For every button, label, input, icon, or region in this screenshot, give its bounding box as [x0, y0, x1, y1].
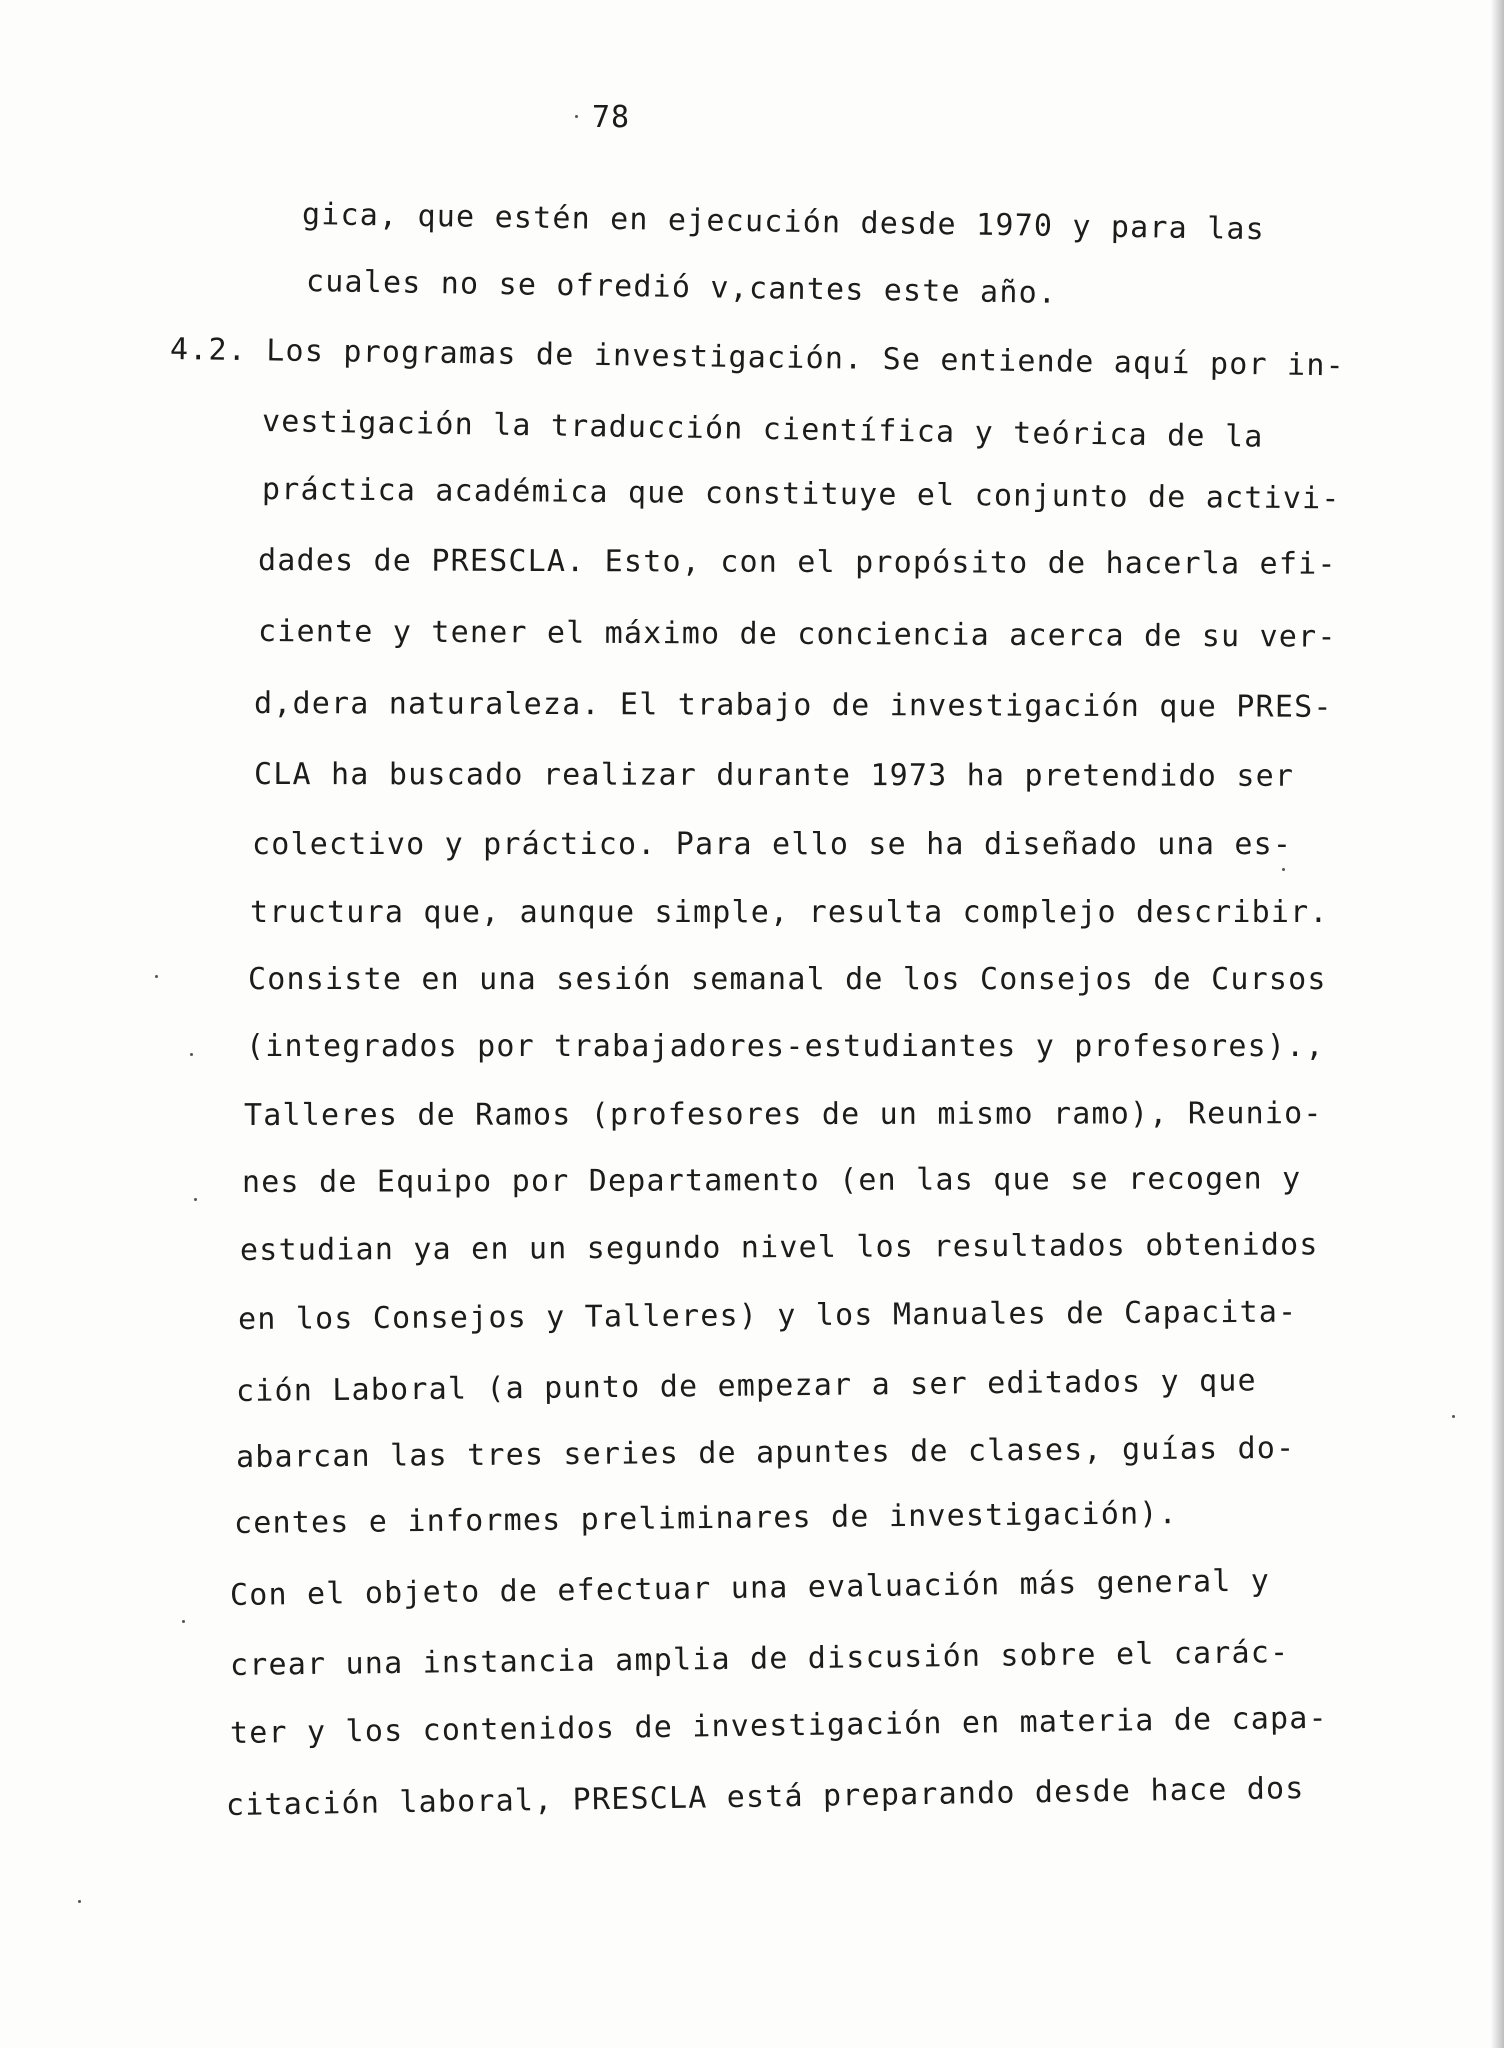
- text-line: CLA ha buscado realizar durante 1973 ha pretendido ser: [253, 757, 1295, 794]
- text-line: crear una instancia amplia de discusión sobre el carác-: [229, 1635, 1290, 1683]
- text-line: ción Laboral (a punto de empezar a ser editados y que: [235, 1363, 1257, 1409]
- scan-speck: [182, 1620, 185, 1623]
- text-line: centes e informes preliminares de investigación).: [233, 1496, 1178, 1541]
- page-number: 78: [592, 100, 631, 135]
- page-edge-shadow: [1490, 0, 1504, 2048]
- scan-speck: [1282, 868, 1285, 871]
- text-line: vestigación la traducción científica y teórica de la: [261, 404, 1264, 455]
- text-line: nes de Equipo por Departamento (en las que se recogen y: [241, 1161, 1302, 1200]
- text-line: d,dera naturaleza. El trabajo de investigación que PRES-: [253, 686, 1333, 725]
- text-line: estudian ya en un segundo nivel los resultados obtenidos: [239, 1227, 1319, 1268]
- text-line: Con el objeto de efectuar una evaluación más general y: [229, 1563, 1271, 1613]
- text-line: dades de PRESCLA. Esto, con el propósito de hacerla efi-: [257, 543, 1337, 582]
- text-line: práctica académica que constituye el conjunto de activi-: [261, 472, 1341, 517]
- scan-speck: [194, 1198, 197, 1201]
- scan-speck: [78, 1900, 81, 1903]
- scan-speck: [155, 975, 158, 978]
- scan-speck: [1452, 1415, 1455, 1418]
- text-line: colectivo y práctico. Para ello se ha diseñado una es-: [252, 827, 1293, 862]
- scan-speck: [575, 115, 578, 118]
- text-line: Talleres de Ramos (profesores de un mismo ramo), Reunio-: [243, 1096, 1323, 1133]
- text-line: en los Consejos y Talleres) y los Manuales de Capacita-: [237, 1294, 1298, 1337]
- text-line: ciente y tener el máximo de conciencia acerca de su ver-: [257, 614, 1337, 655]
- text-line: ter y los contenidos de investigación en materia de capa-: [229, 1700, 1329, 1751]
- text-line: gica, que estén en ejecución desde 1970 y para las: [301, 197, 1266, 248]
- text-line: Consiste en una sesión semanal de los Consejos de Cursos: [248, 962, 1327, 997]
- text-line: (integrados por trabajadores-estudiantes y profesores).,: [246, 1029, 1325, 1064]
- text-line: tructura que, aunque simple, resulta complejo describir.: [250, 895, 1329, 930]
- text-line: cuales no se ofredió v,cantes este año.: [305, 264, 1058, 311]
- text-line: abarcan las tres series de apuntes de clases, guías do-: [235, 1430, 1296, 1475]
- scan-speck: [190, 1053, 193, 1056]
- text-line: 4.2. Los programas de investigación. Se entiende aquí por in-: [169, 332, 1346, 384]
- text-line: citación laboral, PRESCLA está preparando desde hace dos: [225, 1771, 1305, 1823]
